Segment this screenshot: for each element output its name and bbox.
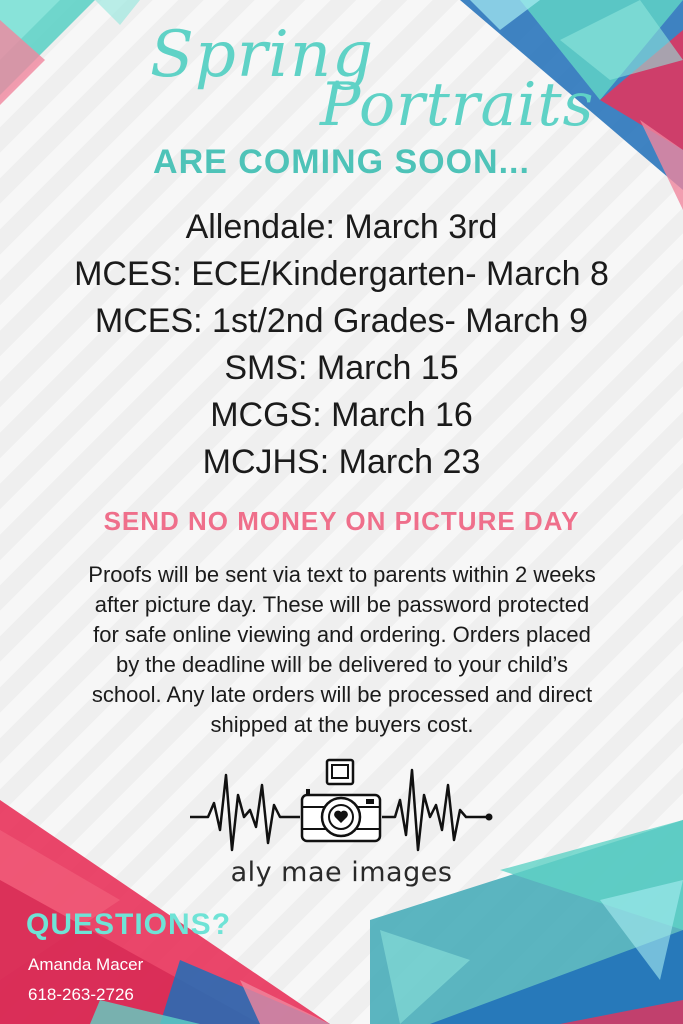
title-word-spring: Spring bbox=[150, 18, 375, 92]
body-line: Proofs will be sent via text to parents within 2 weeks bbox=[88, 562, 596, 587]
notice-heading: SEND NO MONEY ON PICTURE DAY bbox=[103, 506, 580, 536]
schedule-item: MCES: 1st/2nd Grades- March 9 bbox=[94, 302, 589, 340]
schedule-item: SMS: March 15 bbox=[224, 349, 459, 387]
body-line: after picture day. These will be password protected bbox=[94, 592, 590, 617]
body-line: for safe online viewing and ordering. Orders placed bbox=[93, 622, 591, 647]
schedule-item: MCES: ECE/Kindergarten- March 8 bbox=[74, 255, 609, 293]
title bbox=[150, 18, 595, 148]
brand-name: aly mae images bbox=[230, 857, 453, 888]
title-word-portraits: Portraits bbox=[320, 70, 595, 140]
contact-name: Amanda Macer bbox=[28, 955, 144, 974]
body-line: shipped at the buyers cost. bbox=[210, 712, 474, 737]
contact-phone: 618-263-2726 bbox=[28, 985, 134, 1004]
camera-heartbeat-logo bbox=[190, 755, 500, 855]
subtitle: ARE COMING SOON... bbox=[153, 143, 530, 181]
camera-icon bbox=[302, 760, 380, 841]
schedule-item: MCJHS: March 23 bbox=[202, 443, 481, 481]
schedule-item: MCGS: March 16 bbox=[210, 396, 473, 434]
schedule-list bbox=[0, 204, 683, 486]
heartbeat-line-right bbox=[382, 770, 486, 850]
body-line: school. Any late orders will be processed and direct bbox=[91, 682, 593, 707]
body-paragraph bbox=[22, 560, 662, 740]
body-line: by the deadline will be delivered to your child’s bbox=[115, 652, 569, 677]
schedule-item: Allendale: March 3rd bbox=[185, 208, 498, 246]
questions-heading: QUESTIONS? bbox=[26, 908, 232, 941]
heartbeat-line-left bbox=[190, 775, 300, 850]
